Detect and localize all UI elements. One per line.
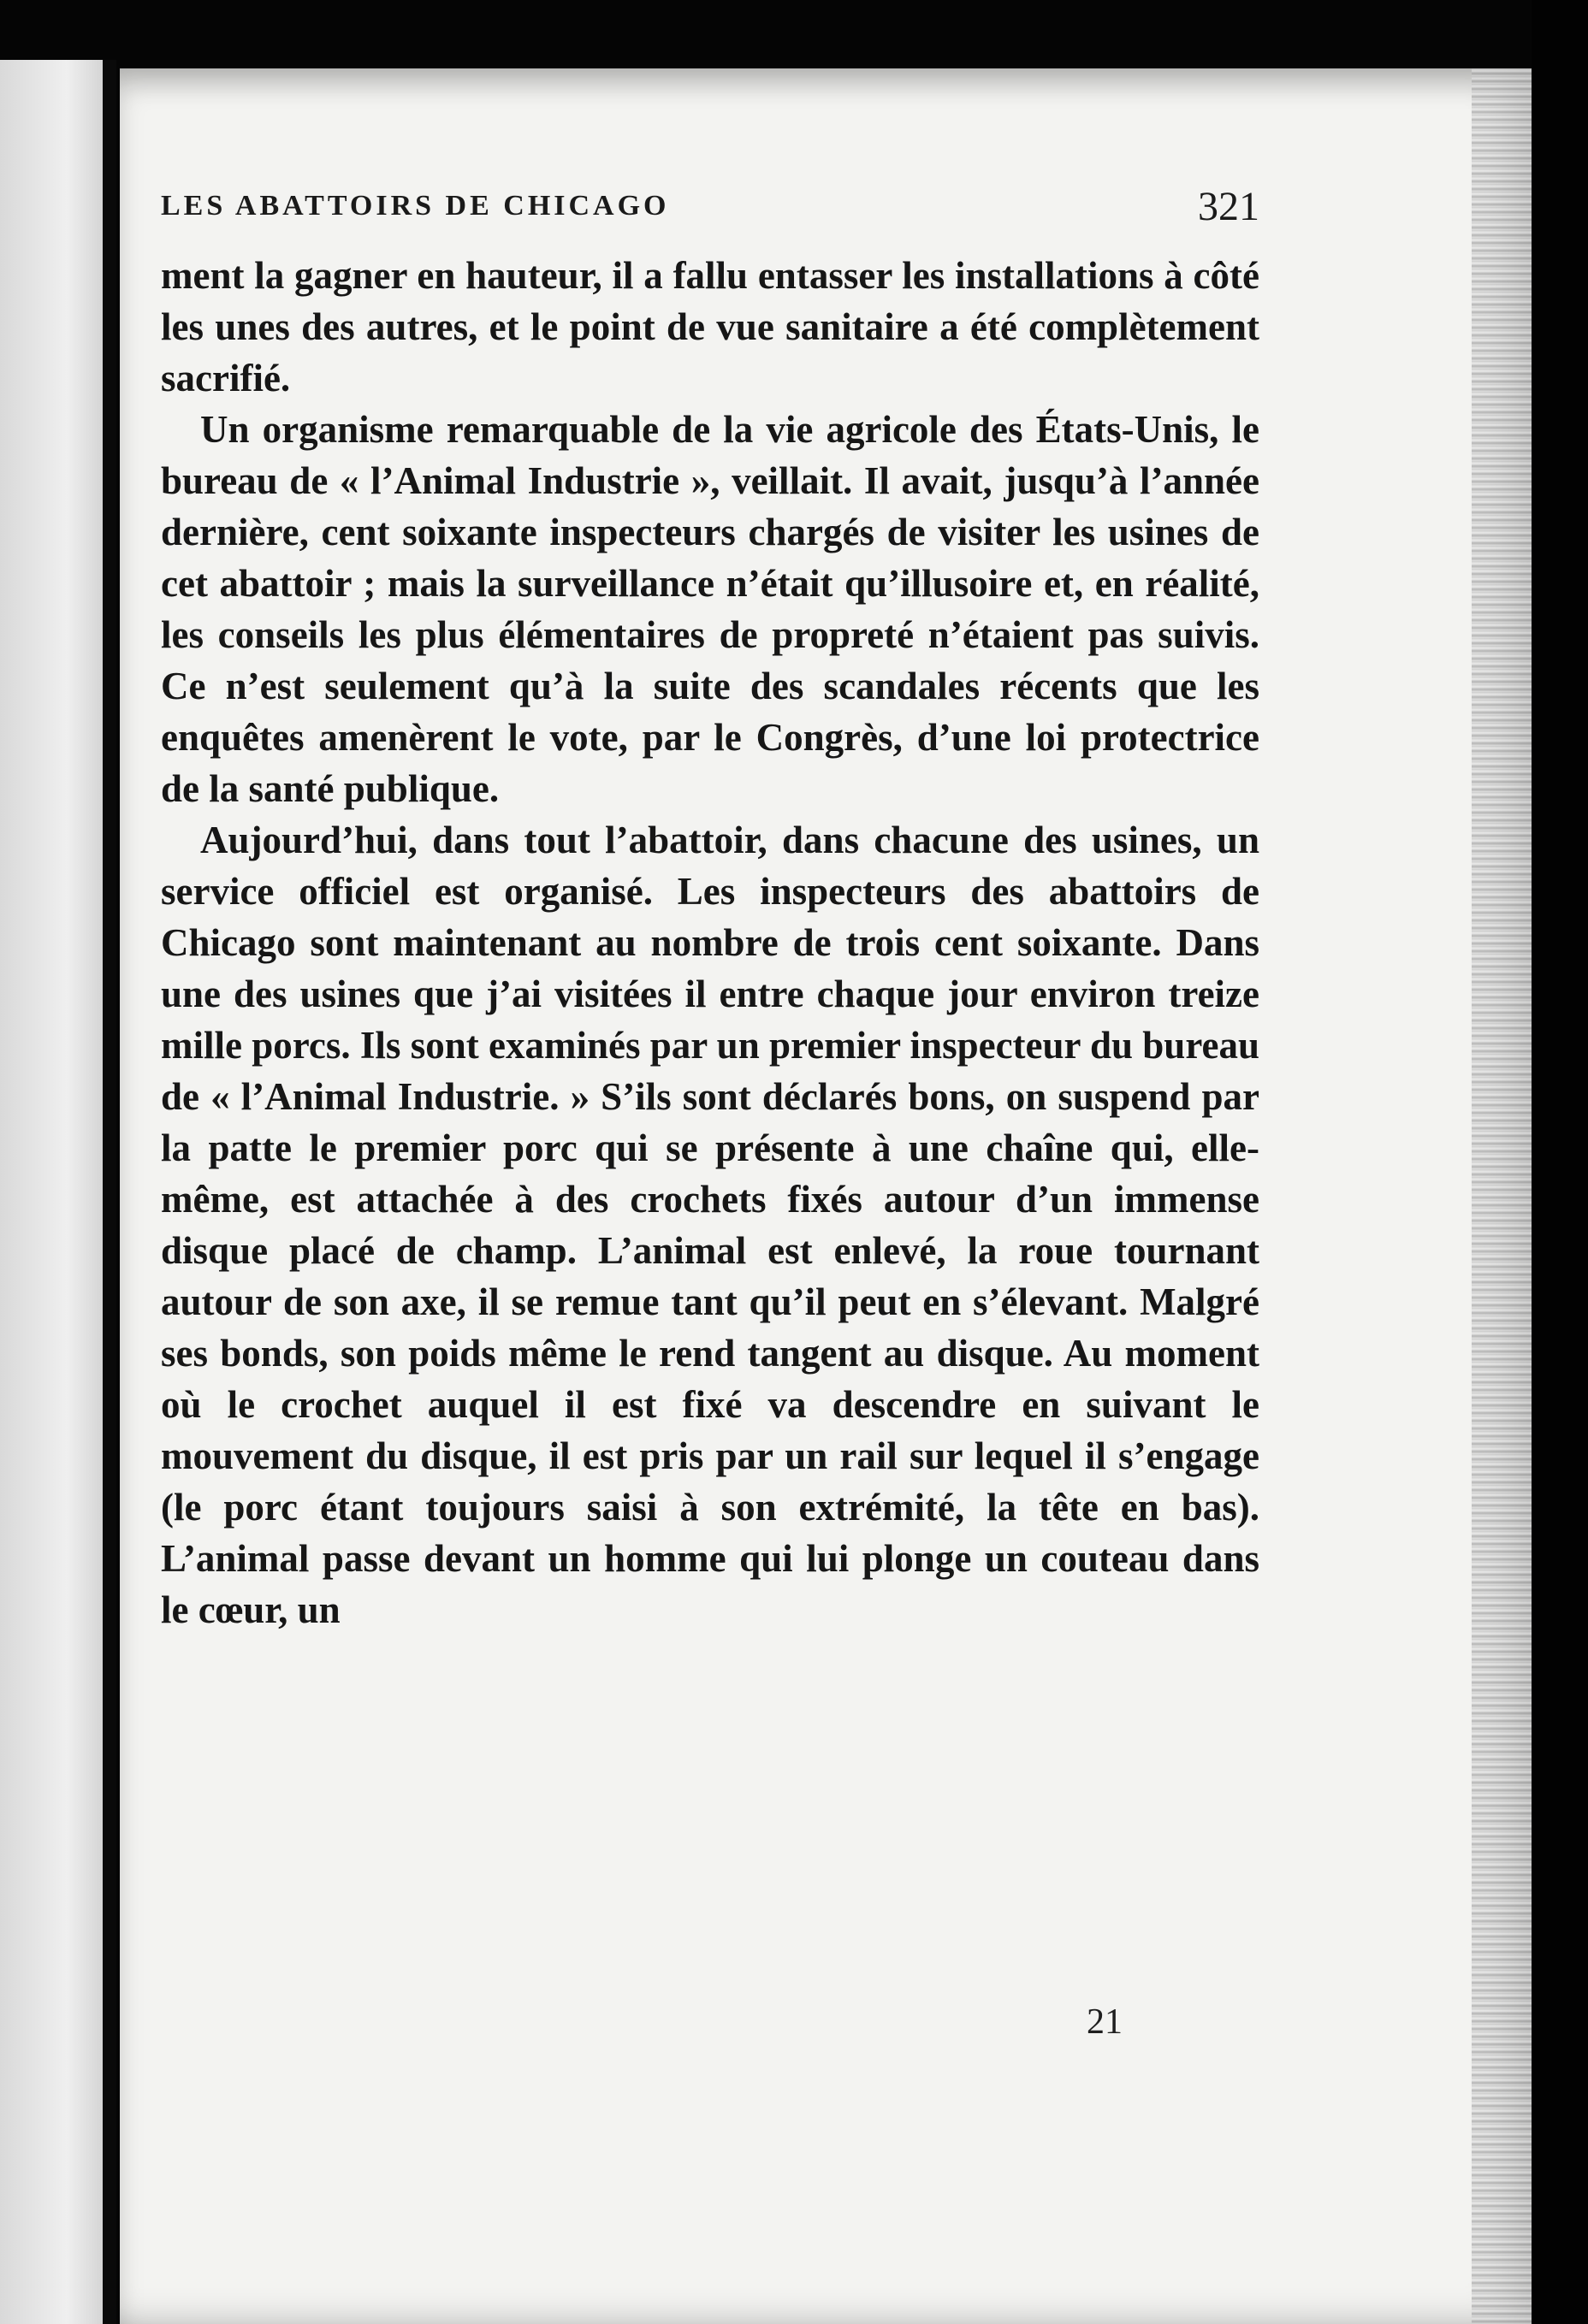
- body-text: [161, 250, 1259, 1635]
- running-title: LES ABATTOIRS DE CHICAGO: [161, 190, 670, 222]
- signature-mark: 21: [1087, 2002, 1123, 2042]
- paragraph: ment la gagner en hauteur, il a fallu entasser les installations à côté les unes des autres, et le point de vue sanitaire a été complètement sacrifié.: [161, 254, 1259, 399]
- running-header: [161, 184, 1259, 241]
- right-edge: [1532, 0, 1588, 2324]
- page-number: 321: [1198, 184, 1259, 229]
- paragraph: Aujourd’hui, dans tout l’abattoir, dans chacune des usines, un service officiel est organisé. Les inspecteurs des abattoirs de Chicago sont maintenant au nombre de trois cent soixante. Dans une des usines que j’ai visitées il entre chaque jour environ treize mille porcs. Ils sont examinés par un premier inspecteur du bureau de « l’Animal Industrie. » S’ils sont déclarés bons, on suspend par la patte le premier porc qui se présente à une chaîne qui, elle-même, est attachée à des crochets fixés autour d’un immense disque placé de champ. L’animal est enlevé, la roue tournant autour de son axe, il se remue tant qu’il peut en s’élevant. Malgré ses bonds, son poids même le rend tangent au disque. Au moment où le crochet auquel il est fixé va descendre en suivant le mouvement du disque, il est pris par un rail sur lequel il s’engage (le porc étant toujours saisi à son extrémité, la tête en bas). L’animal passe devant un homme qui lui plonge un couteau dans le cœur, un: [161, 819, 1259, 1631]
- gutter: [103, 60, 116, 2324]
- page-edge-shadow: [1472, 68, 1532, 2324]
- paragraph: Un organisme remarquable de la vie agricole des États-Unis, le bureau de « l’Animal Industrie », veillait. Il avait, jusqu’à l’année dernière, cent soixante inspecteurs chargés de visiter les usines de cet abattoir ; mais la surveillance n’était qu’illusoire et, en réalité, les conseils les plus élémentaires de propreté n’étaient pas suivis. Ce n’est seulement qu’à la suite des scandales récents que les enquêtes amenèrent le vote, par le Congrès, d’une loi protectrice de la santé publique.: [161, 408, 1259, 810]
- left-page-edge: [0, 60, 111, 2324]
